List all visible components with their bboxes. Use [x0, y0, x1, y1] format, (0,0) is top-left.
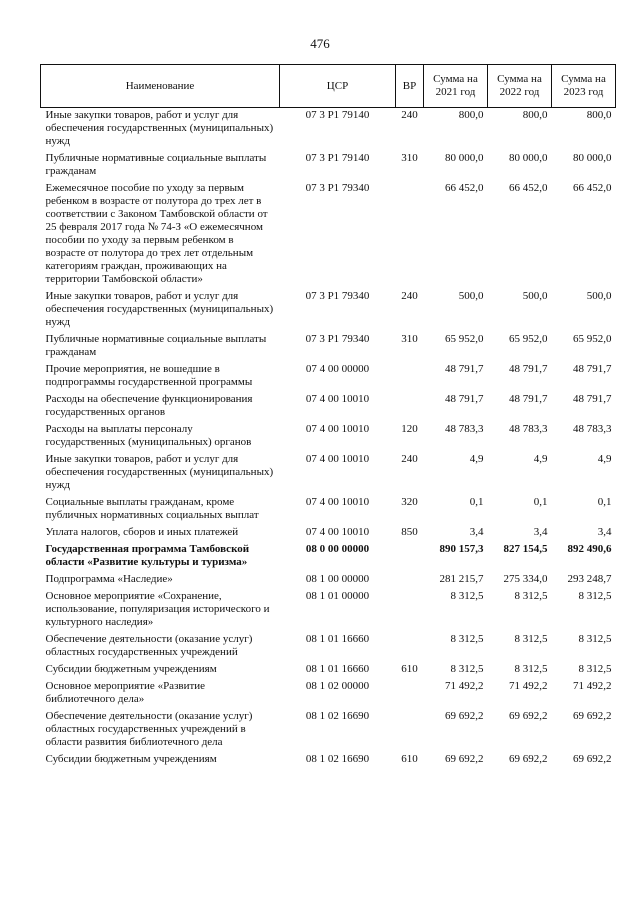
cell-sum-2022: 800,0 — [522, 109, 548, 121]
cell-csr: 07 3 P1 79340 — [305, 290, 370, 302]
cell-sum-2022: 69 692,2 — [509, 753, 548, 765]
cell-sum-2021: 48 783,3 — [445, 423, 484, 435]
cell-name: Обеспечение деятельности (оказание услуг) областных государственных учреждений — [45, 633, 253, 658]
cell-sum-2023: 0,1 — [597, 496, 612, 508]
table-row — [41, 542, 616, 572]
cell-sum-2022: 8 312,5 — [514, 663, 548, 675]
table-row — [41, 151, 616, 181]
table-row — [41, 679, 616, 709]
cell-sum-2022: 71 492,2 — [509, 680, 548, 692]
cell-name: Подпрограмма «Наследие» — [45, 573, 173, 585]
cell-sum-2022: 4,9 — [533, 453, 548, 465]
header-csr: ЦСР — [280, 65, 396, 108]
cell-csr: 08 0 00 00000 — [305, 543, 370, 555]
budget-table — [40, 64, 616, 769]
table-row — [41, 452, 616, 495]
cell-sum-2023: 800,0 — [586, 109, 612, 121]
cell-vr — [396, 392, 424, 422]
cell-sum-2021: 8 312,5 — [450, 633, 484, 645]
cell-sum-2023: 3,4 — [597, 526, 612, 538]
header-vr: ВР — [396, 65, 424, 108]
table-row — [41, 495, 616, 525]
cell-sum-2023: 8 312,5 — [578, 663, 612, 675]
table-row — [41, 632, 616, 662]
cell-sum-2023: 8 312,5 — [578, 590, 612, 602]
cell-sum-2021: 281 215,7 — [439, 573, 484, 585]
cell-vr — [396, 632, 424, 662]
cell-sum-2023: 500,0 — [586, 290, 612, 302]
cell-name: Основное мероприятие «Развитие библиотечного дела» — [45, 680, 206, 705]
cell-vr — [396, 572, 424, 589]
cell-csr: 07 3 P1 79340 — [305, 333, 370, 345]
table-row — [41, 589, 616, 632]
table-row — [41, 362, 616, 392]
cell-vr: 310 — [401, 152, 418, 164]
cell-name: Государственная программа Тамбовской области «Развитие культуры и туризма» — [45, 543, 250, 568]
table-header — [41, 65, 616, 108]
cell-csr: 08 1 01 16660 — [305, 633, 370, 645]
cell-csr: 07 3 P1 79340 — [305, 182, 370, 194]
cell-vr — [396, 181, 424, 289]
cell-sum-2021: 0,1 — [469, 496, 484, 508]
cell-sum-2023: 293 248,7 — [567, 573, 612, 585]
cell-sum-2022: 8 312,5 — [514, 590, 548, 602]
table-row — [41, 525, 616, 542]
cell-vr: 610 — [401, 753, 418, 765]
cell-csr: 07 4 00 10010 — [305, 393, 370, 405]
header-sum-2023: Сумма на 2023 год — [552, 65, 616, 108]
cell-sum-2022: 65 952,0 — [509, 333, 548, 345]
cell-csr: 07 3 P1 79140 — [305, 152, 370, 164]
cell-csr: 08 1 01 00000 — [305, 590, 370, 602]
cell-csr: 07 4 00 10010 — [305, 453, 370, 465]
cell-name: Прочие мероприятия, не вошедшие в подпрограммы государственной программы — [45, 363, 253, 388]
cell-sum-2021: 48 791,7 — [445, 363, 484, 375]
page-number: 476 — [310, 36, 330, 51]
cell-csr: 08 1 00 00000 — [305, 573, 370, 585]
cell-name: Иные закупки товаров, работ и услуг для обеспечения государственных (муниципальных) нужд — [45, 290, 274, 328]
cell-csr: 07 4 00 10010 — [305, 423, 370, 435]
table-row — [41, 422, 616, 452]
cell-vr: 310 — [401, 333, 418, 345]
cell-sum-2021: 8 312,5 — [450, 590, 484, 602]
cell-sum-2021: 80 000,0 — [445, 152, 484, 164]
cell-sum-2022: 275 334,0 — [503, 573, 548, 585]
cell-vr — [396, 709, 424, 752]
cell-sum-2022: 48 791,7 — [509, 393, 548, 405]
cell-sum-2022: 80 000,0 — [509, 152, 548, 164]
table-row — [41, 108, 616, 152]
cell-vr — [396, 679, 424, 709]
cell-csr: 07 4 00 10010 — [305, 496, 370, 508]
cell-sum-2021: 66 452,0 — [445, 182, 484, 194]
table-row — [41, 752, 616, 769]
cell-csr: 08 1 01 16660 — [305, 663, 370, 675]
cell-sum-2021: 48 791,7 — [445, 393, 484, 405]
header-sum-2021: Сумма на 2021 год — [424, 65, 488, 108]
cell-vr: 320 — [401, 496, 418, 508]
cell-vr: 120 — [401, 423, 418, 435]
cell-sum-2021: 3,4 — [469, 526, 484, 538]
cell-vr — [396, 589, 424, 632]
cell-sum-2023: 65 952,0 — [573, 333, 612, 345]
cell-name: Социальные выплаты гражданам, кроме публичных нормативных социальных выплат — [45, 496, 259, 521]
cell-name: Расходы на выплаты персоналу государственных (муниципальных) органов — [45, 423, 252, 448]
cell-sum-2021: 65 952,0 — [445, 333, 484, 345]
cell-sum-2022: 827 154,5 — [503, 543, 548, 555]
cell-name: Расходы на обеспечение функционирования государственных органов — [45, 393, 253, 418]
cell-csr: 07 4 00 00000 — [305, 363, 370, 375]
header-sum-2022: Сумма на 2022 год — [488, 65, 552, 108]
cell-sum-2021: 69 692,2 — [445, 710, 484, 722]
cell-sum-2023: 48 791,7 — [573, 363, 612, 375]
cell-name: Субсидии бюджетным учреждениям — [45, 753, 217, 765]
cell-sum-2023: 8 312,5 — [578, 633, 612, 645]
cell-csr: 07 3 P1 79140 — [305, 109, 370, 121]
cell-sum-2021: 4,9 — [469, 453, 484, 465]
cell-csr: 08 1 02 16690 — [305, 710, 370, 722]
cell-sum-2023: 71 492,2 — [573, 680, 612, 692]
cell-name: Иные закупки товаров, работ и услуг для обеспечения государственных (муниципальных) нужд — [45, 453, 274, 491]
cell-vr: 240 — [401, 290, 418, 302]
table-row — [41, 289, 616, 332]
cell-sum-2021: 8 312,5 — [450, 663, 484, 675]
cell-vr: 850 — [401, 526, 418, 538]
table-row — [41, 181, 616, 289]
cell-name: Субсидии бюджетным учреждениям — [45, 663, 217, 675]
cell-name: Иные закупки товаров, работ и услуг для обеспечения государственных (муниципальных) нужд — [45, 109, 274, 147]
cell-name: Основное мероприятие «Сохранение, использование, популяризация исторического и культурного наследия» — [45, 590, 270, 628]
table-row — [41, 392, 616, 422]
cell-csr: 07 4 00 10010 — [305, 526, 370, 538]
cell-sum-2023: 48 791,7 — [573, 393, 612, 405]
cell-sum-2022: 66 452,0 — [509, 182, 548, 194]
table-row — [41, 572, 616, 589]
cell-sum-2021: 500,0 — [458, 290, 484, 302]
cell-sum-2021: 69 692,2 — [445, 753, 484, 765]
cell-sum-2023: 48 783,3 — [573, 423, 612, 435]
table-row — [41, 709, 616, 752]
cell-sum-2023: 69 692,2 — [573, 753, 612, 765]
cell-sum-2023: 66 452,0 — [573, 182, 612, 194]
cell-vr: 240 — [401, 453, 418, 465]
cell-vr: 240 — [401, 109, 418, 121]
cell-vr — [396, 542, 424, 572]
cell-name: Обеспечение деятельности (оказание услуг) областных государственных учреждений в области развития библиотечного дела — [45, 710, 253, 748]
cell-sum-2021: 71 492,2 — [445, 680, 484, 692]
cell-vr — [396, 362, 424, 392]
cell-vr: 610 — [401, 663, 418, 675]
cell-csr: 08 1 02 00000 — [305, 680, 370, 692]
cell-sum-2023: 892 490,6 — [567, 543, 612, 555]
cell-name: Уплата налогов, сборов и иных платежей — [45, 526, 239, 538]
cell-name: Публичные нормативные социальные выплаты гражданам — [45, 333, 267, 358]
cell-name: Публичные нормативные социальные выплаты гражданам — [45, 152, 267, 177]
table-row — [41, 332, 616, 362]
cell-sum-2022: 3,4 — [533, 526, 548, 538]
cell-sum-2023: 80 000,0 — [573, 152, 612, 164]
cell-sum-2022: 48 783,3 — [509, 423, 548, 435]
header-name: Наименование — [41, 65, 280, 108]
cell-sum-2021: 890 157,3 — [439, 543, 484, 555]
cell-sum-2022: 500,0 — [522, 290, 548, 302]
cell-sum-2023: 4,9 — [597, 453, 612, 465]
cell-sum-2022: 0,1 — [533, 496, 548, 508]
cell-sum-2021: 800,0 — [458, 109, 484, 121]
cell-sum-2022: 69 692,2 — [509, 710, 548, 722]
cell-sum-2023: 69 692,2 — [573, 710, 612, 722]
table-body — [41, 108, 616, 770]
cell-name: Ежемесячное пособие по уходу за первым ребенком в возрасте от полутора до трех лет в соответствии с Законом Тамбовской области от 25 февраля 2017 года № 74-З «О ежемесячном пособии по уходу за первым ребенком в возрасте от полутора до трех лет отдельным категориям граждан, проживающих на территории Тамбовской области» — [45, 182, 268, 285]
cell-sum-2022: 8 312,5 — [514, 633, 548, 645]
table-row — [41, 662, 616, 679]
cell-csr: 08 1 02 16690 — [305, 753, 370, 765]
cell-sum-2022: 48 791,7 — [509, 363, 548, 375]
